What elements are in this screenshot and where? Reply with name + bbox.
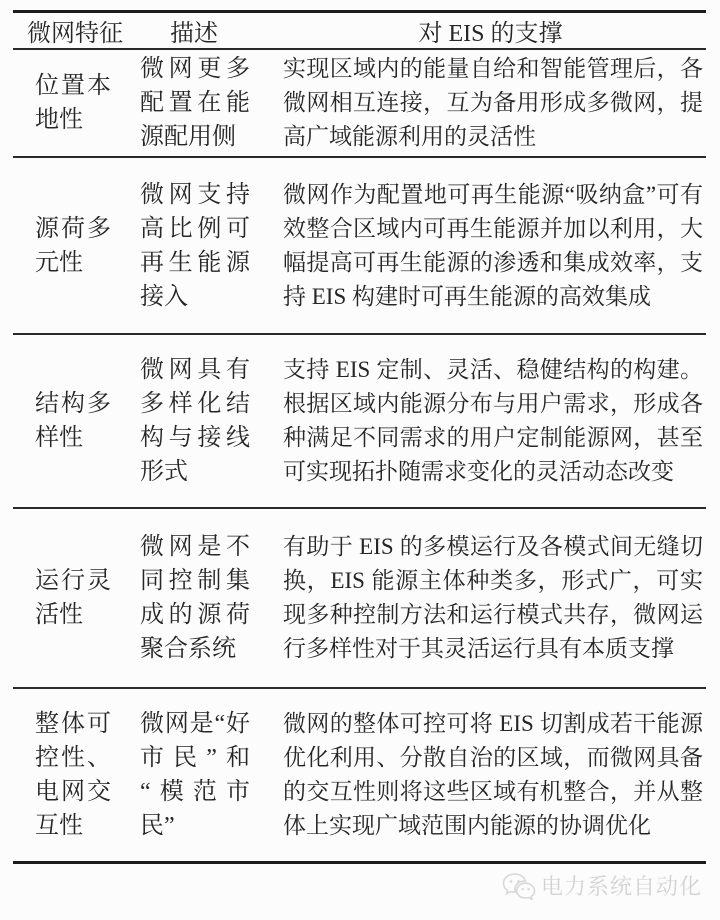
wechat-icon — [502, 872, 536, 900]
feature-cell: 位置本地性 — [35, 73, 111, 133]
description-cell: 微网支持高比例可再生能源接入 — [140, 181, 250, 310]
feature-cell: 源荷多元性 — [35, 215, 111, 276]
feature-cell: 结构多样性 — [35, 391, 111, 451]
table-row — [13, 50, 706, 158]
table-row — [13, 509, 706, 689]
header-description: 描述 — [170, 21, 218, 47]
support-cell: 微网的整体可控可将 EIS 切割成若干能源优化利用、分散自治的区域，而微网具备的交互性则将这些区域有机整合，并从整体上实现广域范围内能源的协调优化 — [283, 711, 703, 838]
microgrid-eis-table — [13, 10, 706, 864]
table-row — [13, 158, 706, 335]
description-cell: 微网更多配置在能源配用侧 — [140, 56, 250, 150]
support-cell: 微网作为配置地可再生能源“吸纳盒”可有效整合区域内可再生能源并加以利用，大幅提高可再生能源的渗透和集成效率，支持 EIS 构建时可再生能源的高效集成 — [283, 181, 703, 309]
table-header-row — [13, 13, 706, 50]
watermark-label: 电力系统自动化 — [540, 874, 702, 899]
support-cell: 有助于 EIS 的多模运行及各模式间无缝切换，EIS 能源主体种类多，形式广，可实现多种控制方法和运行模式共存，微网运行多样性对于其灵活运行具有本质支撑 — [283, 534, 703, 661]
journal-watermark — [502, 870, 702, 901]
feature-cell: 运行灵活性 — [35, 568, 111, 628]
support-cell: 支持 EIS 定制、灵活、稳健结构的构建。根据区域内能源分布与用户需求，形成各种满足不同需求的用户定制能源网，甚至可实现拓扑随需求变化的灵活动态改变 — [283, 357, 703, 484]
table-row — [13, 335, 706, 509]
support-cell: 实现区域内的能量自给和智能管理后，各微网相互连接，互为备用形成多微网，提高广域能源利用的灵活性 — [283, 56, 703, 149]
table-row — [13, 689, 706, 861]
description-cell: 微网是不同控制集成的源荷聚合系统 — [140, 534, 250, 662]
header-support: 对 EIS 的支撑 — [418, 21, 563, 47]
header-feature: 微网特征 — [27, 21, 123, 47]
feature-cell: 整体可控性、电网交互性 — [35, 711, 111, 839]
description-cell: 微网是“好市民”和“模范市民” — [140, 711, 250, 839]
description-cell: 微网具有多样化结构与接线形式 — [140, 357, 250, 485]
